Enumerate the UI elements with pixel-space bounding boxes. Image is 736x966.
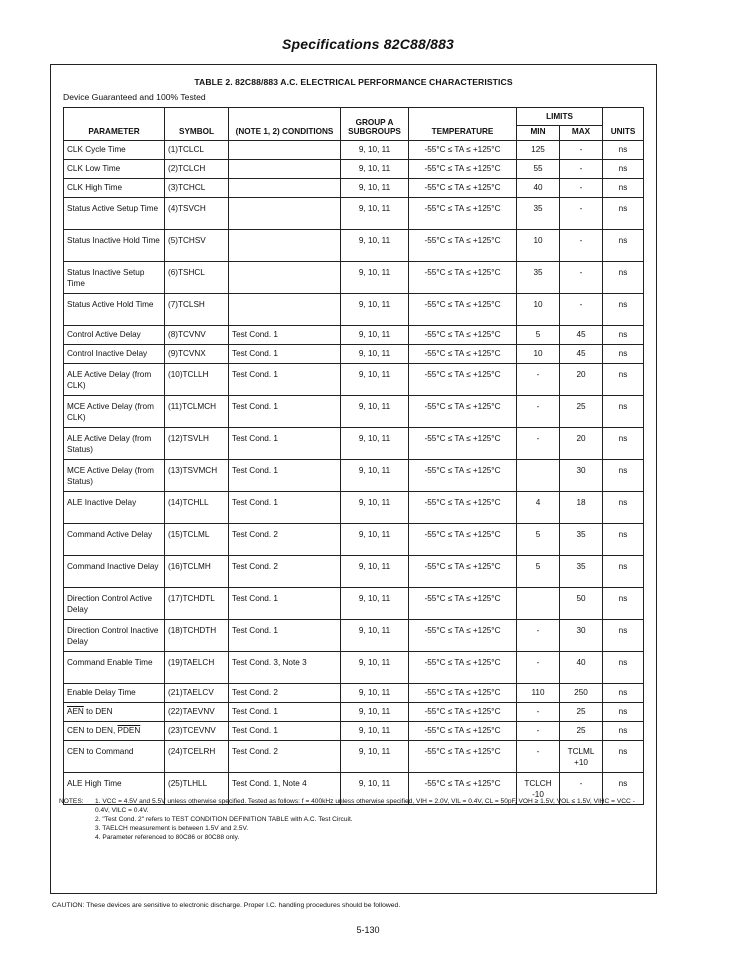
- cell-parameter: Enable Delay Time: [64, 684, 165, 703]
- cell-min: -: [517, 620, 560, 652]
- cell-units: ns: [603, 620, 644, 652]
- cell-temperature: -55°C ≤ TA ≤ +125°C: [409, 652, 517, 684]
- cell-conditions: Test Cond. 1, Note 4: [229, 773, 341, 805]
- table-row: [64, 294, 644, 326]
- cell-max: -: [560, 160, 603, 179]
- cell-group: 9, 10, 11: [341, 396, 409, 428]
- cell-conditions: Test Cond. 1: [229, 722, 341, 741]
- header-group: GROUP A SUBGROUPS: [341, 108, 409, 141]
- cell-group: 9, 10, 11: [341, 345, 409, 364]
- cell-group: 9, 10, 11: [341, 492, 409, 524]
- cell-conditions: Test Cond. 1: [229, 588, 341, 620]
- cell-symbol: (13)TSVMCH: [165, 460, 229, 492]
- cell-symbol: (19)TAELCH: [165, 652, 229, 684]
- cell-parameter: CLK Low Time: [64, 160, 165, 179]
- page-header-title: Specifications 82C88/883: [281, 36, 455, 52]
- cell-group: 9, 10, 11: [341, 198, 409, 230]
- cell-units: ns: [603, 179, 644, 198]
- cell-max: 20: [560, 428, 603, 460]
- table-row: [64, 396, 644, 428]
- cell-group: 9, 10, 11: [341, 326, 409, 345]
- table-row: [64, 428, 644, 460]
- cell-conditions: [229, 141, 341, 160]
- header-parameter: PARAMETER: [64, 108, 165, 141]
- cell-group: 9, 10, 11: [341, 179, 409, 198]
- cell-parameter: [64, 722, 165, 741]
- cell-conditions: [229, 179, 341, 198]
- cell-units: ns: [603, 428, 644, 460]
- cell-conditions: Test Cond. 1: [229, 345, 341, 364]
- cell-min: 55: [517, 160, 560, 179]
- table-row: [64, 326, 644, 345]
- cell-max: 45: [560, 326, 603, 345]
- cell-units: ns: [603, 160, 644, 179]
- cell-conditions: Test Cond. 2: [229, 524, 341, 556]
- cell-units: ns: [603, 294, 644, 326]
- cell-symbol: (8)TCVNV: [165, 326, 229, 345]
- cell-conditions: Test Cond. 1: [229, 364, 341, 396]
- cell-symbol: (9)TCVNX: [165, 345, 229, 364]
- cell-min: -: [517, 428, 560, 460]
- cell-units: ns: [603, 141, 644, 160]
- cell-symbol: (17)TCHDTL: [165, 588, 229, 620]
- cell-parameter: ALE Active Delay (from CLK): [64, 364, 165, 396]
- table-row: [64, 364, 644, 396]
- cell-units: ns: [603, 198, 644, 230]
- cell-symbol: (6)TSHCL: [165, 262, 229, 294]
- cell-max: 30: [560, 620, 603, 652]
- cell-temperature: -55°C ≤ TA ≤ +125°C: [409, 684, 517, 703]
- cell-conditions: Test Cond. 1: [229, 460, 341, 492]
- cell-conditions: Test Cond. 2: [229, 741, 341, 773]
- cell-temperature: -55°C ≤ TA ≤ +125°C: [409, 588, 517, 620]
- cell-max: 18: [560, 492, 603, 524]
- cell-temperature: -55°C ≤ TA ≤ +125°C: [409, 160, 517, 179]
- note-3: 3. TAELCH measurement is between 1.5V and 2.5V.: [95, 825, 249, 832]
- page-number: 5-130: [356, 925, 380, 935]
- cell-symbol: (21)TAELCV: [165, 684, 229, 703]
- cell-symbol: (11)TCLMCH: [165, 396, 229, 428]
- cell-units: ns: [603, 773, 644, 805]
- table-row: [64, 160, 644, 179]
- cell-units: ns: [603, 741, 644, 773]
- cell-parameter: Command Active Delay: [64, 524, 165, 556]
- cell-temperature: -55°C ≤ TA ≤ +125°C: [409, 722, 517, 741]
- header-units: UNITS: [603, 108, 644, 141]
- cell-conditions: Test Cond. 3, Note 3: [229, 652, 341, 684]
- cell-temperature: -55°C ≤ TA ≤ +125°C: [409, 773, 517, 805]
- cell-symbol: (12)TSVLH: [165, 428, 229, 460]
- header-symbol: SYMBOL: [165, 108, 229, 141]
- cell-min: 10: [517, 294, 560, 326]
- cell-symbol: (3)TCHCL: [165, 179, 229, 198]
- table-row: [64, 722, 644, 741]
- cell-symbol: (4)TSVCH: [165, 198, 229, 230]
- cell-parameter: Command Inactive Delay: [64, 556, 165, 588]
- cell-temperature: -55°C ≤ TA ≤ +125°C: [409, 364, 517, 396]
- cell-max: 30: [560, 460, 603, 492]
- cell-parameter: Status Active Setup Time: [64, 198, 165, 230]
- cell-group: 9, 10, 11: [341, 652, 409, 684]
- note-1: 1. VCC = 4.5V and 5.5V unless otherwise specified. Tested as follows: f = 400kHz unless otherwise specified, VIH = 2.0V, VIL = 0.4V, CL = 50pF, VOH ≥ 1.5V, VOL ≤ 1.5V, VIHC = VCC - 0.4V, VILC = 0.4V.: [95, 798, 635, 814]
- cell-group: 9, 10, 11: [341, 141, 409, 160]
- cell-units: ns: [603, 230, 644, 262]
- cell-group: 9, 10, 11: [341, 262, 409, 294]
- cell-temperature: -55°C ≤ TA ≤ +125°C: [409, 492, 517, 524]
- cell-min: TCLCH -10: [517, 773, 560, 805]
- cell-units: ns: [603, 722, 644, 741]
- cell-group: 9, 10, 11: [341, 230, 409, 262]
- table-frame: [50, 64, 657, 894]
- table-row: [64, 230, 644, 262]
- cell-units: ns: [603, 460, 644, 492]
- cell-min: 10: [517, 345, 560, 364]
- cell-temperature: -55°C ≤ TA ≤ +125°C: [409, 141, 517, 160]
- cell-max: -: [560, 198, 603, 230]
- cell-units: ns: [603, 262, 644, 294]
- header-limits: LIMITS: [517, 108, 603, 126]
- cell-min: 5: [517, 326, 560, 345]
- cell-parameter: Direction Control Inactive Delay: [64, 620, 165, 652]
- header-conditions: (NOTE 1, 2) CONDITIONS: [229, 108, 341, 141]
- cell-min: -: [517, 741, 560, 773]
- cell-symbol: (18)TCHDTH: [165, 620, 229, 652]
- caution-text: CAUTION: These devices are sensitive to electronic discharge. Proper I.C. handling procedures should be followed.: [52, 902, 401, 909]
- cell-max: 25: [560, 396, 603, 428]
- cell-conditions: Test Cond. 1: [229, 396, 341, 428]
- cell-temperature: -55°C ≤ TA ≤ +125°C: [409, 460, 517, 492]
- table-row: [64, 588, 644, 620]
- cell-symbol: (23)TCEVNV: [165, 722, 229, 741]
- cell-group: 9, 10, 11: [341, 773, 409, 805]
- cell-units: ns: [603, 556, 644, 588]
- cell-conditions: [229, 198, 341, 230]
- cell-max: 50: [560, 588, 603, 620]
- cell-min: -: [517, 396, 560, 428]
- header-temperature: TEMPERATURE: [409, 108, 517, 141]
- cell-group: 9, 10, 11: [341, 703, 409, 722]
- cell-min: 110: [517, 684, 560, 703]
- table-row: [64, 703, 644, 722]
- cell-conditions: Test Cond. 1: [229, 620, 341, 652]
- cell-max: -: [560, 262, 603, 294]
- cell-temperature: -55°C ≤ TA ≤ +125°C: [409, 230, 517, 262]
- cell-conditions: Test Cond. 1: [229, 492, 341, 524]
- cell-parameter: Status Inactive Hold Time: [64, 230, 165, 262]
- cell-temperature: -55°C ≤ TA ≤ +125°C: [409, 556, 517, 588]
- cell-max: 35: [560, 524, 603, 556]
- cell-min: -: [517, 652, 560, 684]
- cell-max: -: [560, 141, 603, 160]
- cell-parameter: Status Inactive Setup Time: [64, 262, 165, 294]
- table-row: [64, 262, 644, 294]
- cell-units: ns: [603, 684, 644, 703]
- cell-min: 5: [517, 524, 560, 556]
- table-row: [64, 460, 644, 492]
- cell-conditions: Test Cond. 2: [229, 684, 341, 703]
- cell-group: 9, 10, 11: [341, 160, 409, 179]
- cell-symbol: (5)TCHSV: [165, 230, 229, 262]
- cell-min: -: [517, 364, 560, 396]
- cell-conditions: Test Cond. 1: [229, 703, 341, 722]
- table-row: [64, 179, 644, 198]
- cell-temperature: -55°C ≤ TA ≤ +125°C: [409, 294, 517, 326]
- cell-min: 5: [517, 556, 560, 588]
- cell-group: 9, 10, 11: [341, 524, 409, 556]
- cell-units: ns: [603, 588, 644, 620]
- cell-min: [517, 588, 560, 620]
- cell-temperature: -55°C ≤ TA ≤ +125°C: [409, 262, 517, 294]
- cell-units: ns: [603, 364, 644, 396]
- cell-conditions: [229, 160, 341, 179]
- cell-group: 9, 10, 11: [341, 364, 409, 396]
- table-row: [64, 684, 644, 703]
- cell-symbol: (1)TCLCL: [165, 141, 229, 160]
- cell-group: 9, 10, 11: [341, 588, 409, 620]
- cell-max: 250: [560, 684, 603, 703]
- note-2: 2. "Test Cond. 2" refers to TEST CONDITION DEFINITION TABLE with A.C. Test Circuit.: [95, 816, 353, 823]
- parameter-rest: to DEN: [83, 707, 113, 716]
- cell-parameter: Status Active Hold Time: [64, 294, 165, 326]
- table-row: [64, 741, 644, 773]
- cell-temperature: -55°C ≤ TA ≤ +125°C: [409, 396, 517, 428]
- overlined-signal: PDEN: [117, 726, 141, 735]
- cell-group: 9, 10, 11: [341, 460, 409, 492]
- cell-parameter: ALE Inactive Delay: [64, 492, 165, 524]
- table-row: [64, 524, 644, 556]
- table-row: [64, 345, 644, 364]
- cell-max: -: [560, 179, 603, 198]
- cell-min: 10: [517, 230, 560, 262]
- cell-group: 9, 10, 11: [341, 684, 409, 703]
- cell-symbol: (16)TCLMH: [165, 556, 229, 588]
- cell-min: -: [517, 703, 560, 722]
- cell-group: 9, 10, 11: [341, 722, 409, 741]
- cell-parameter: Control Inactive Delay: [64, 345, 165, 364]
- cell-max: -: [560, 294, 603, 326]
- cell-parameter: ALE High Time: [64, 773, 165, 805]
- cell-min: 35: [517, 262, 560, 294]
- note-4: 4. Parameter referenced to 80C86 or 80C88 only.: [95, 834, 240, 841]
- cell-units: ns: [603, 524, 644, 556]
- cell-parameter: MCE Active Delay (from Status): [64, 460, 165, 492]
- cell-group: 9, 10, 11: [341, 428, 409, 460]
- cell-temperature: -55°C ≤ TA ≤ +125°C: [409, 703, 517, 722]
- cell-units: ns: [603, 396, 644, 428]
- cell-symbol: (22)TAEVNV: [165, 703, 229, 722]
- table-row: [64, 620, 644, 652]
- cell-temperature: -55°C ≤ TA ≤ +125°C: [409, 345, 517, 364]
- cell-temperature: -55°C ≤ TA ≤ +125°C: [409, 326, 517, 345]
- cell-parameter: Command Enable Time: [64, 652, 165, 684]
- cell-temperature: -55°C ≤ TA ≤ +125°C: [409, 198, 517, 230]
- cell-group: 9, 10, 11: [341, 556, 409, 588]
- cell-group: 9, 10, 11: [341, 294, 409, 326]
- cell-max: 20: [560, 364, 603, 396]
- table-subcaption: Device Guaranteed and 100% Tested: [63, 92, 206, 102]
- cell-temperature: -55°C ≤ TA ≤ +125°C: [409, 179, 517, 198]
- cell-temperature: -55°C ≤ TA ≤ +125°C: [409, 620, 517, 652]
- table-body: [64, 141, 644, 805]
- cell-conditions: Test Cond. 1: [229, 428, 341, 460]
- cell-units: ns: [603, 492, 644, 524]
- table-row: [64, 492, 644, 524]
- cell-units: ns: [603, 345, 644, 364]
- cell-parameter: [64, 703, 165, 722]
- cell-symbol: (15)TCLML: [165, 524, 229, 556]
- cell-parameter: CLK High Time: [64, 179, 165, 198]
- cell-group: 9, 10, 11: [341, 741, 409, 773]
- cell-conditions: [229, 262, 341, 294]
- cell-conditions: Test Cond. 1: [229, 326, 341, 345]
- table-row: [64, 652, 644, 684]
- cell-parameter: CLK Cycle Time: [64, 141, 165, 160]
- cell-max: 45: [560, 345, 603, 364]
- cell-max: TCLML +10: [560, 741, 603, 773]
- cell-temperature: -55°C ≤ TA ≤ +125°C: [409, 524, 517, 556]
- table-caption: TABLE 2. 82C88/883 A.C. ELECTRICAL PERFORMANCE CHARACTERISTICS: [194, 77, 513, 87]
- cell-symbol: (2)TCLCH: [165, 160, 229, 179]
- cell-units: ns: [603, 652, 644, 684]
- cell-max: 25: [560, 703, 603, 722]
- cell-max: -: [560, 773, 603, 805]
- header-max: MAX: [560, 126, 603, 141]
- parameter-prefix: CEN to DEN,: [67, 726, 118, 735]
- cell-parameter: MCE Active Delay (from CLK): [64, 396, 165, 428]
- ac-characteristics-table: [63, 107, 644, 805]
- cell-conditions: [229, 230, 341, 262]
- cell-group: 9, 10, 11: [341, 620, 409, 652]
- cell-min: 40: [517, 179, 560, 198]
- cell-symbol: (7)TCLSH: [165, 294, 229, 326]
- cell-parameter: CEN to Command: [64, 741, 165, 773]
- cell-min: 125: [517, 141, 560, 160]
- cell-symbol: (24)TCELRH: [165, 741, 229, 773]
- table-row: [64, 141, 644, 160]
- overlined-signal: $\overline{AEN}$: [67, 707, 84, 716]
- notes-label: NOTES:: [59, 798, 84, 805]
- cell-parameter: Control Active Delay: [64, 326, 165, 345]
- cell-parameter: ALE Active Delay (from Status): [64, 428, 165, 460]
- cell-symbol: (25)TLHLL: [165, 773, 229, 805]
- table-row: [64, 198, 644, 230]
- table-row: [64, 556, 644, 588]
- cell-symbol: (10)TCLLH: [165, 364, 229, 396]
- cell-max: 40: [560, 652, 603, 684]
- cell-units: ns: [603, 326, 644, 345]
- cell-min: 35: [517, 198, 560, 230]
- cell-symbol: (14)TCHLL: [165, 492, 229, 524]
- header-min: MIN: [517, 126, 560, 141]
- cell-min: 4: [517, 492, 560, 524]
- cell-units: ns: [603, 703, 644, 722]
- cell-conditions: Test Cond. 2: [229, 556, 341, 588]
- cell-parameter: Direction Control Active Delay: [64, 588, 165, 620]
- cell-min: [517, 460, 560, 492]
- cell-max: -: [560, 230, 603, 262]
- cell-conditions: [229, 294, 341, 326]
- cell-min: -: [517, 722, 560, 741]
- cell-temperature: -55°C ≤ TA ≤ +125°C: [409, 741, 517, 773]
- notes-block: [59, 797, 649, 842]
- cell-max: 25: [560, 722, 603, 741]
- cell-temperature: -55°C ≤ TA ≤ +125°C: [409, 428, 517, 460]
- cell-max: 35: [560, 556, 603, 588]
